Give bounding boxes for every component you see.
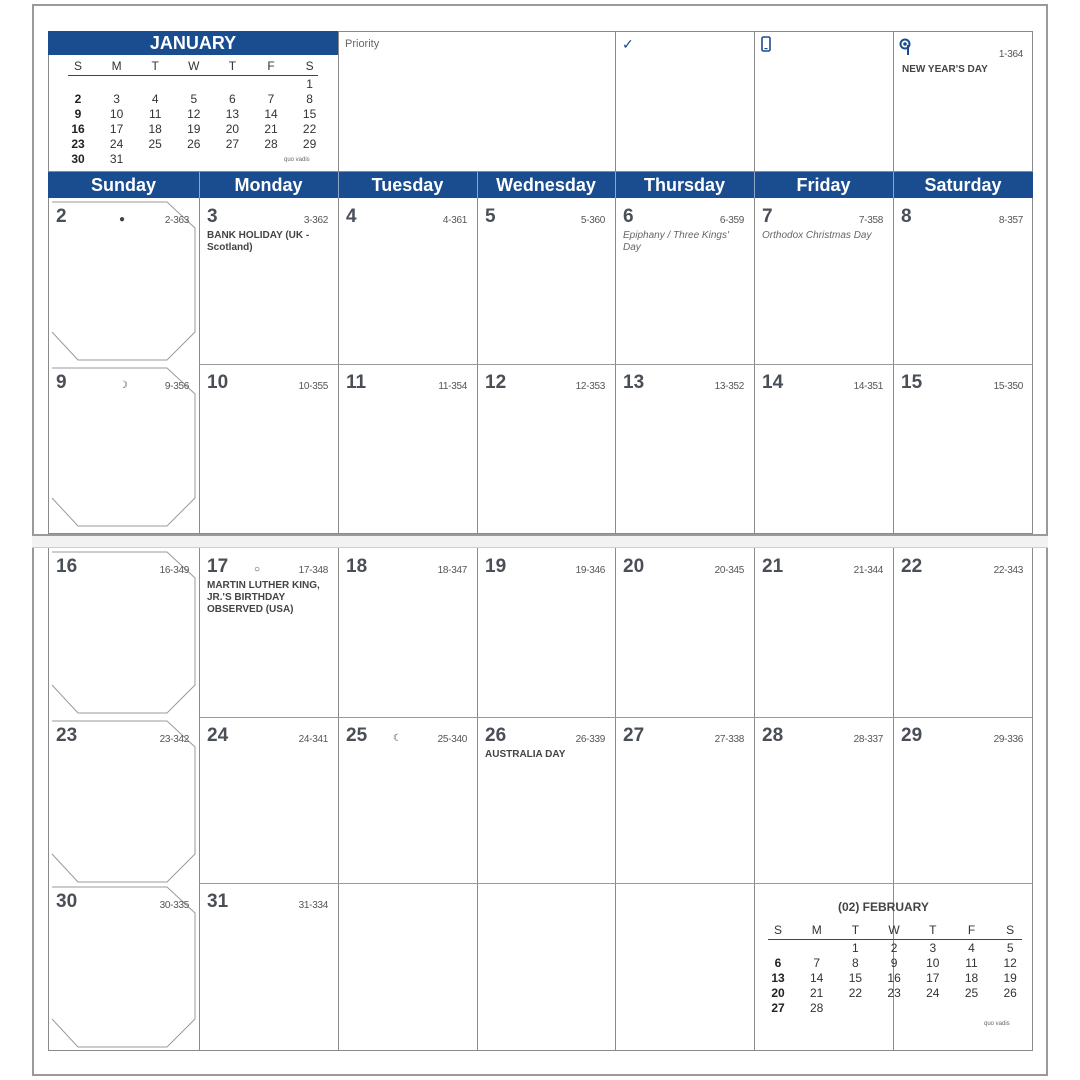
day-of-year-code: 14-351	[853, 381, 883, 392]
header-divider	[338, 172, 339, 198]
day-number: 28	[762, 725, 784, 746]
mini-date: 18	[964, 971, 979, 985]
mini-date: 23	[887, 986, 901, 1000]
day-of-year-code: 5-360	[580, 215, 605, 226]
column-divider	[893, 198, 894, 534]
day-number: 31	[207, 891, 229, 912]
mini-date: 20	[771, 986, 785, 1000]
mini-date: 4	[151, 92, 159, 106]
page-gutter	[32, 534, 1048, 548]
mini-dow-label: M	[111, 59, 122, 73]
mini-date: 5	[190, 92, 198, 106]
mini-dow-label: S	[773, 923, 782, 937]
mini-date: 6	[229, 92, 236, 106]
mini-date: 6	[774, 956, 782, 970]
day-number: 8	[901, 206, 912, 227]
day-of-year-code: 30-335	[159, 900, 189, 911]
mini-date: 14	[810, 971, 824, 985]
weekday-saturday: Saturday	[924, 175, 1002, 195]
mini-date: 28	[264, 137, 278, 151]
day-of-year-code: 13-352	[714, 381, 744, 392]
mini-date: 2	[890, 941, 898, 955]
day-of-year-code: 20-345	[714, 565, 744, 576]
mini-date: 7	[267, 92, 275, 106]
mini-dow-label: T	[151, 59, 159, 73]
holiday-note: MARTIN LUTHER KING, JR.'S BIRTHDAY OBSERVED (USA)	[207, 580, 320, 615]
mini-dow-label: T	[929, 923, 937, 937]
mini-date: 3	[929, 941, 937, 955]
weekday-wednesday: Wednesday	[496, 175, 596, 195]
day-number: 21	[762, 556, 784, 577]
mini-date: 14	[264, 107, 278, 121]
column-divider	[338, 198, 339, 534]
day-number: 20	[623, 556, 645, 577]
january-mini-title: JANUARY	[48, 31, 338, 55]
day-of-year-code: 9-356	[164, 381, 189, 392]
mini-date: 22	[848, 986, 863, 1000]
weekday-sunday: Sunday	[90, 175, 156, 195]
day-of-year-code: 29-336	[993, 734, 1023, 745]
day-number: 26	[485, 725, 507, 746]
day-of-year-code: 10-355	[298, 381, 328, 392]
mini-date: 4	[968, 941, 975, 955]
mini-date: 21	[810, 986, 824, 1000]
day-number: 22	[901, 556, 923, 577]
mini-date: 28	[810, 1001, 824, 1015]
mini-date: 18	[148, 122, 162, 136]
mini-date: 25	[148, 137, 162, 151]
moon-phase-icon: ☾	[393, 733, 402, 744]
mini-date: 12	[187, 107, 201, 121]
day-number: 11	[346, 372, 367, 393]
mini-dow-label: S	[1006, 923, 1015, 937]
day-of-year-code: 8-357	[998, 215, 1023, 226]
day-number: 24	[207, 725, 229, 746]
mini-dow-label: F	[967, 923, 976, 937]
moon-phase-icon: ○	[254, 564, 261, 575]
day-of-year-code: 26-339	[575, 734, 605, 745]
row-divider	[199, 883, 1033, 884]
mini-date: 25	[964, 986, 979, 1000]
day-number: 17	[207, 556, 229, 577]
day-of-year-code: 3-362	[303, 215, 328, 226]
day-number: 30	[56, 891, 78, 912]
day-number: 15	[901, 372, 923, 393]
mini-dow-label: T	[228, 59, 237, 73]
column-divider	[615, 548, 616, 1051]
day-of-year-code: 28-337	[853, 734, 883, 745]
mini-date: 23	[71, 137, 85, 151]
day-of-year-code: 16-349	[159, 565, 189, 576]
brand-mark-feb: quo vadis	[984, 1021, 1010, 1027]
mini-date: 11	[148, 107, 162, 121]
mini-date: 16	[71, 122, 85, 136]
mini-dow-label: T	[851, 923, 860, 937]
mini-date: 15	[848, 971, 863, 985]
column-divider	[754, 198, 755, 534]
mini-date: 2	[74, 92, 82, 106]
weekday-tuesday: Tuesday	[371, 175, 444, 195]
day-number: 18	[346, 556, 368, 577]
mini-date: 8	[852, 956, 859, 970]
holiday-note: BANK HOLIDAY (UK - Scotland)	[207, 230, 310, 253]
day-number: 4	[346, 206, 357, 227]
mini-date: 17	[109, 122, 124, 136]
day-number: 29	[901, 725, 923, 746]
mini-date: 10	[926, 956, 940, 970]
february-mini-title: (02) FEBRUARY	[838, 900, 929, 914]
mini-date: 8	[306, 92, 313, 106]
brand-mark: quo vadis	[284, 157, 310, 163]
mini-date: 3	[113, 92, 120, 106]
row-divider	[199, 364, 1033, 365]
day-number: 25	[346, 725, 368, 746]
mini-date: 9	[74, 107, 82, 121]
day-number: 27	[623, 725, 645, 746]
mini-date: 27	[225, 137, 240, 151]
mini-date: 1	[306, 77, 313, 91]
mini-dow-label: F	[267, 59, 275, 73]
mini-dow-label: W	[188, 59, 200, 73]
column-divider	[477, 198, 478, 534]
mini-date: 17	[926, 971, 940, 985]
header-divider	[477, 172, 478, 198]
pin-icon	[899, 38, 913, 59]
day-number: 23	[56, 725, 78, 746]
mini-date: 30	[71, 152, 85, 166]
mini-date: 19	[1003, 971, 1017, 985]
header-divider	[893, 172, 894, 198]
day-number: 14	[762, 372, 784, 393]
day-of-year-code: 2-363	[164, 215, 189, 226]
header-divider	[615, 172, 616, 198]
mini-date: 1	[852, 941, 859, 955]
day-number: 5	[485, 206, 496, 227]
mini-date: 29	[302, 137, 317, 151]
mini-date: 31	[109, 152, 124, 166]
mini-date: 12	[1003, 956, 1017, 970]
day-of-year-code: 24-341	[298, 734, 328, 745]
mini-date: 11	[965, 956, 978, 970]
mini-date: 9	[890, 956, 898, 970]
day-of-year-code: 21-344	[853, 565, 883, 576]
day-of-year-code: 6-359	[719, 215, 744, 226]
new-year-label: NEW YEAR'S DAY	[902, 64, 988, 75]
moon-phase-icon: ●	[119, 214, 126, 225]
phone-icon	[761, 36, 771, 55]
holiday-note: Epiphany / Three Kings' Day	[623, 230, 729, 253]
mini-dow-label: W	[888, 923, 900, 937]
day-number: 19	[485, 556, 507, 577]
weekday-friday: Friday	[796, 175, 851, 195]
column-divider	[615, 198, 616, 534]
priority-label: Priority	[345, 38, 380, 50]
column-divider	[477, 548, 478, 1051]
mini-date: 20	[225, 122, 240, 136]
mini-dow-label: M	[811, 923, 822, 937]
holiday-note: Orthodox Christmas Day	[762, 230, 872, 241]
day-of-year-code: 12-353	[575, 381, 605, 392]
column-divider	[754, 548, 755, 1051]
day-number: 2	[56, 206, 67, 227]
mini-date: 26	[187, 137, 201, 151]
mini-date: 16	[887, 971, 901, 985]
day-number: 7	[762, 206, 773, 227]
day-of-year-code: 22-343	[993, 565, 1023, 576]
new-year-code: 1-364	[998, 49, 1023, 60]
header-divider	[199, 172, 200, 198]
day-of-year-code: 7-358	[858, 215, 883, 226]
mini-dow-label: S	[73, 59, 82, 73]
day-of-year-code: 27-338	[714, 734, 744, 745]
header-divider	[754, 172, 755, 198]
day-of-year-code: 31-334	[298, 900, 328, 911]
day-of-year-code: 17-348	[298, 565, 328, 576]
checkmark-icon: ✓	[622, 36, 634, 52]
day-of-year-code: 19-346	[575, 565, 605, 576]
day-of-year-code: 23-342	[159, 734, 189, 745]
mini-date: 21	[264, 122, 278, 136]
mini-date: 15	[302, 107, 317, 121]
column-divider	[338, 548, 339, 1051]
mini-date: 24	[926, 986, 940, 1000]
mini-date: 22	[302, 122, 317, 136]
mini-date: 10	[109, 107, 124, 121]
day-number: 3	[207, 206, 218, 227]
day-of-year-code: 18-347	[437, 565, 467, 576]
day-number: 16	[56, 556, 78, 577]
day-number: 12	[485, 372, 507, 393]
mini-date: 7	[813, 956, 821, 970]
holiday-note: AUSTRALIA DAY	[485, 749, 566, 760]
weekday-monday: Monday	[234, 175, 303, 195]
day-number: 13	[623, 372, 645, 393]
weekday-thursday: Thursday	[643, 175, 726, 195]
day-of-year-code: 15-350	[993, 381, 1023, 392]
row-divider	[199, 717, 1033, 718]
mini-date: 5	[1006, 941, 1014, 955]
moon-phase-icon: ☽	[119, 380, 128, 391]
day-number: 9	[56, 372, 67, 393]
mini-date: 13	[771, 971, 785, 985]
mini-date: 26	[1003, 986, 1017, 1000]
day-number: 10	[207, 372, 229, 393]
mini-date: 13	[225, 107, 240, 121]
day-of-year-code: 25-340	[437, 734, 467, 745]
mini-date: 24	[109, 137, 124, 151]
mini-dow-label: S	[305, 59, 314, 73]
day-number: 6	[623, 206, 634, 227]
day-of-year-code: 11-354	[438, 381, 467, 392]
day-of-year-code: 4-361	[442, 215, 467, 226]
mini-date: 19	[187, 122, 201, 136]
mini-date: 27	[771, 1001, 785, 1015]
